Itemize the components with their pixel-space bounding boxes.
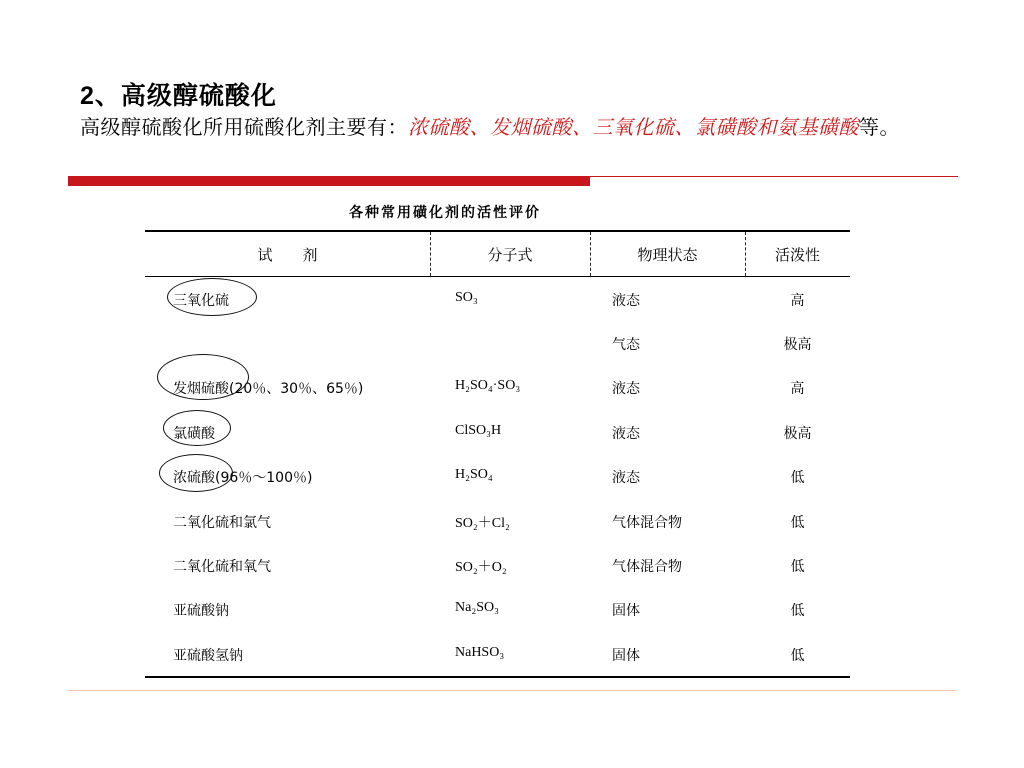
circle-annotation [159,454,233,492]
cell-state: 液态 [612,426,640,442]
cell-activity: 低 [790,515,805,531]
cell-formula: H₂SO₄·SO₃ [455,378,521,393]
heading-title: 、高级醇硫酸化 [94,81,277,110]
cell-activity: 极高 [783,337,812,353]
accent-rule [590,176,958,177]
cell-activity: 低 [790,603,805,619]
cell-reagent: 浓硫酸(96％～100％) [173,470,313,486]
cell-reagent: 亚硫酸氢钠 [173,648,243,664]
cell-state: 液态 [612,381,640,397]
accent-bar [68,176,590,186]
header-state: 物理状态 [637,246,698,264]
cell-formula: Na₂SO₃ [455,600,499,615]
cell-reagent: 亚硫酸钠 [173,603,229,619]
circle-annotation [157,354,249,400]
cell-state: 液态 [612,293,640,309]
header-activity: 活泼性 [774,246,820,264]
cell-activity: 高 [790,293,805,309]
slide-heading [80,76,277,112]
cell-state: 液态 [612,470,640,486]
table-header-rule [145,276,850,277]
cell-state: 气体混合物 [612,559,682,575]
cell-formula: SO₂＋O₂ [455,560,507,575]
intro-prefix: 高级醇硫酸化所用硫酸化剂主要有： [80,115,408,139]
cell-formula: NaHSO₃ [455,645,505,660]
cell-state: 固体 [612,603,640,619]
cell-reagent: 二氧化硫和氧气 [173,559,271,575]
cell-state: 气态 [612,337,640,353]
cell-formula: SO₃ [455,290,478,305]
intro-highlight: 浓硫酸、发烟硫酸、三氧化硫、氯磺酸和氨基磺酸 [408,115,859,139]
cell-activity: 低 [790,559,805,575]
cell-activity: 高 [790,381,805,397]
intro-suffix: 等。 [859,115,900,139]
footer-rule [68,690,956,691]
cell-state: 固体 [612,648,640,664]
cell-formula: ClSO₃H [455,423,502,438]
cell-activity: 极高 [783,426,812,442]
table-title: 各种常用磺化剂的活性评价 [349,205,541,221]
cell-state: 气体混合物 [612,515,682,531]
cell-reagent: 氯磺酸 [173,426,215,442]
cell-formula: H₂SO₄ [455,467,493,482]
circle-annotation [163,410,231,446]
header-formula: 分子式 [487,246,533,264]
cell-formula: SO₂＋Cl₂ [455,516,510,531]
cell-activity: 低 [790,648,805,664]
table-bottom-rule [145,676,850,678]
cell-reagent: 二氧化硫和氯气 [173,515,271,531]
cell-reagent: 发烟硫酸(20％、30％、65％) [173,381,364,397]
cell-activity: 低 [790,470,805,486]
header-reagent: 试 剂 [257,246,318,264]
heading-number: 2 [80,82,95,110]
intro-paragraph [80,113,960,142]
circle-annotation [167,278,257,316]
cell-reagent: 三氧化硫 [173,293,229,309]
